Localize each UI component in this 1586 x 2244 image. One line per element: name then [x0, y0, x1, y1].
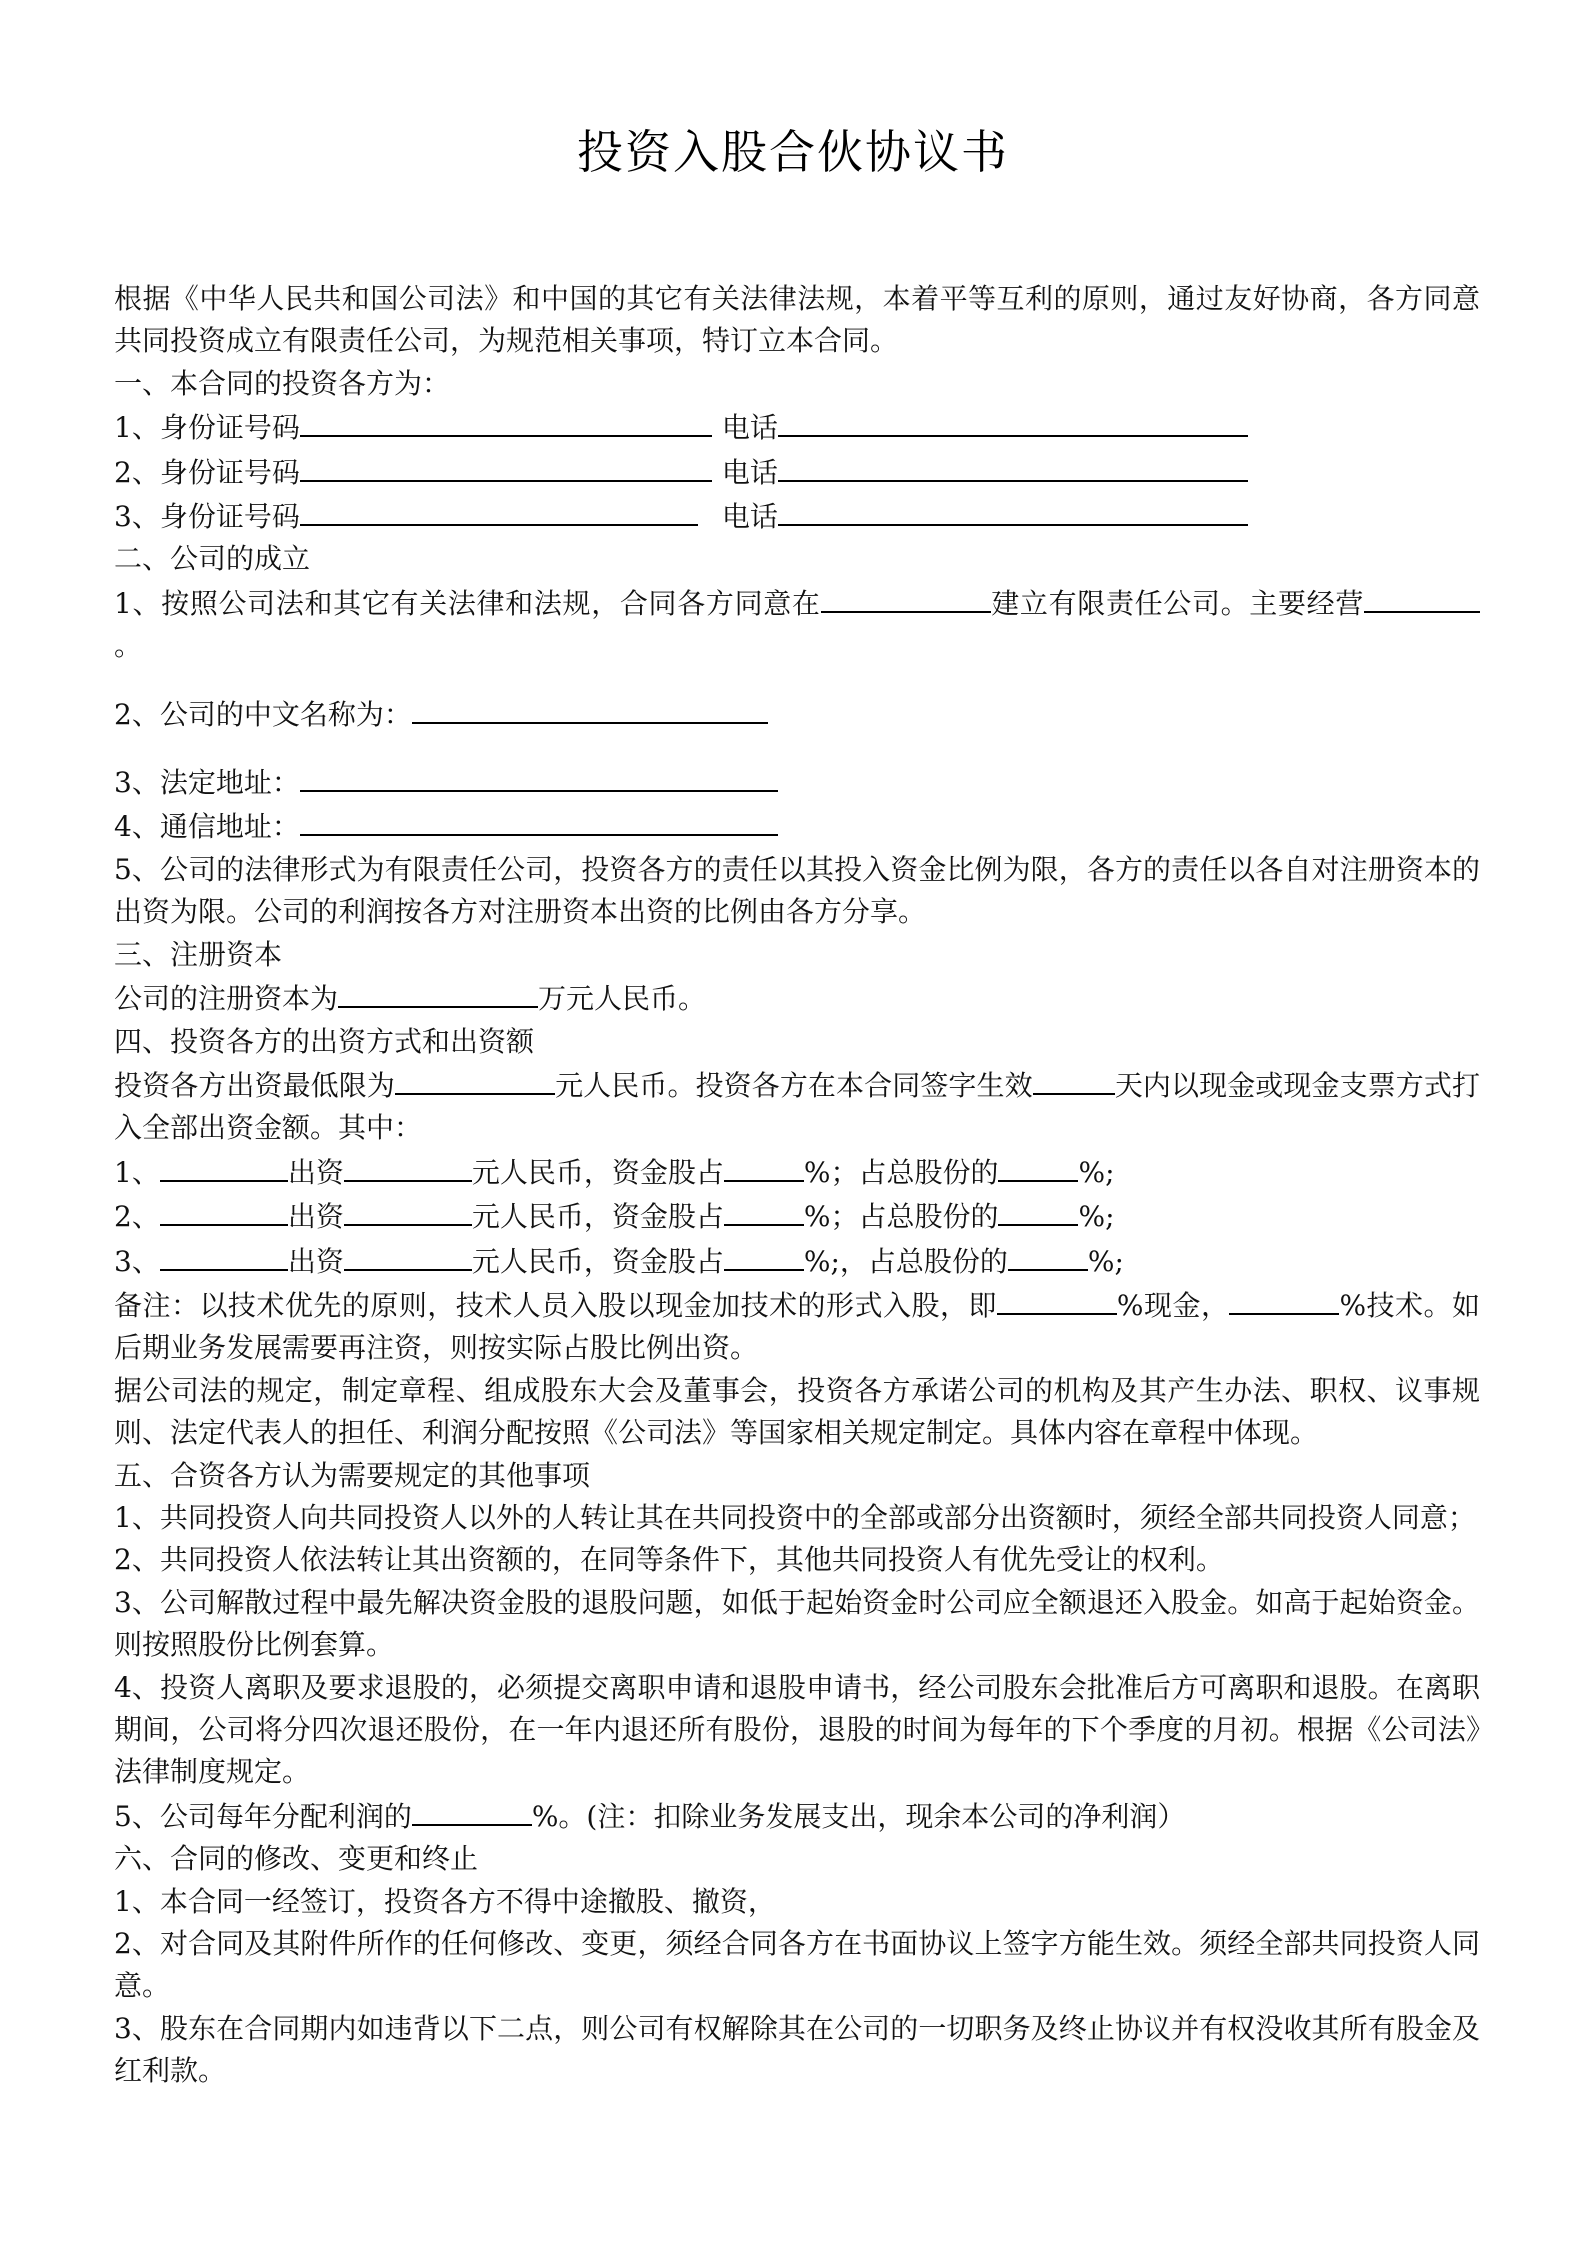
technology-note [114, 1283, 1480, 1370]
cash-percent-blank[interactable] [997, 1283, 1117, 1315]
row-number: 1、 [114, 1155, 160, 1189]
clause-text: 投资各方出资最低限为 [114, 1068, 395, 1102]
profit-percent-blank[interactable] [412, 1794, 532, 1826]
row-text: 出资 [287, 1200, 344, 1234]
section-3-clause-1 [114, 976, 1480, 1020]
party-row-1 [114, 405, 1480, 449]
id-number-label: 身份证号码 [159, 500, 300, 534]
contribution-row-1 [114, 1150, 1480, 1194]
id-number-blank[interactable] [300, 450, 712, 482]
section-5-clause-1: 1、共同投资人向共同投资人以外的人转让其在共同投资中的全部或部分出资额时，须经全部共同投资人同意； [114, 1500, 1476, 1534]
clause-text: 万元人民币。 [538, 982, 707, 1016]
clause-text: 天内以现金或现金支票方式打入全部出资金额。其中： [114, 1068, 1480, 1145]
clause-text: 2、公司的中文名称为： [114, 697, 412, 731]
row-text: 出资 [287, 1155, 344, 1189]
section-2-clause-1 [114, 581, 1480, 668]
party-row-3 [114, 494, 1480, 538]
investor-name-blank[interactable] [160, 1239, 288, 1271]
row-text: %；占总股份的 [803, 1155, 999, 1189]
clause-text: 公司的注册资本为 [114, 982, 339, 1016]
section-5-clause-5 [114, 1794, 1480, 1838]
party-number: 3、 [114, 500, 160, 534]
company-name-blank[interactable] [412, 692, 768, 724]
section-2-heading: 二、公司的成立 [114, 542, 311, 576]
total-share-blank[interactable] [1008, 1239, 1088, 1271]
document-title: 投资入股合伙协议书 [577, 125, 1009, 179]
row-text: %; [1087, 1244, 1124, 1278]
clause-text: 1、按照公司法和其它有关法律和法规，合同各方同意在 [114, 586, 821, 620]
business-scope-blank[interactable] [1364, 581, 1480, 613]
note-text: 备注：以技术优先的原则，技术人员入股以现金加技术的形式入股，即 [114, 1288, 997, 1322]
section-6-heading: 六、合同的修改、变更和终止 [114, 1842, 479, 1876]
section-5-clause-3: 3、公司解散过程中最先解决资金股的退股问题，如低于起始资金时公司应全额退还入股金。如高于起始资金。则按照股份比例套算。 [114, 1585, 1480, 1662]
minimum-investment-blank[interactable] [395, 1063, 555, 1095]
mailing-address-blank[interactable] [300, 804, 778, 836]
tech-percent-blank[interactable] [1229, 1283, 1339, 1315]
section-4-heading: 四、投资各方的出资方式和出资额 [114, 1024, 535, 1058]
preamble: 根据《中华人民共和国公司法》和中国的其它有关法律法规，本着平等互利的原则，通过友好协商，各方同意共同投资成立有限责任公司，为规范相关事项，特订立本合同。 [114, 282, 1480, 358]
section-5-heading: 五、合资各方认为需要规定的其他事项 [114, 1458, 591, 1492]
phone-blank[interactable] [778, 450, 1248, 482]
legal-address-blank[interactable] [300, 760, 778, 792]
row-text: %;，占总股份的 [803, 1244, 1008, 1278]
investor-name-blank[interactable] [160, 1194, 288, 1226]
contribution-amount-blank[interactable] [344, 1194, 472, 1226]
phone-label: 电话 [721, 500, 778, 534]
row-text: %; [1078, 1200, 1115, 1234]
section-6-clause-3: 3、股东在合同期内如违背以下二点，则公司有权解除其在公司的一切职务及终止协议并有权没收其所有股金及红利款。 [114, 2011, 1480, 2088]
days-blank[interactable] [1033, 1063, 1115, 1095]
section-2-clause-2 [114, 692, 1480, 736]
party-row-2 [114, 450, 1480, 494]
section-2-clause-5: 5、公司的法律形式为有限责任公司，投资各方的责任以其投入资金比例为限，各方的责任以各自对注册资本的出资为限。公司的利润按各方对注册资本出资的比例由各方分享。 [114, 852, 1480, 929]
section-2-clause-4 [114, 804, 1480, 848]
clause-text: %。(注：扣除业务发展支出，现余本公司的净利润） [531, 1799, 1186, 1833]
clause-text: 4、通信地址： [114, 810, 300, 844]
section-3-heading: 三、注册资本 [114, 937, 283, 971]
section-1-heading: 一、本合同的投资各方为： [114, 366, 451, 400]
party-number: 2、 [114, 455, 160, 489]
contribution-row-3 [114, 1239, 1480, 1283]
section-2-clause-3 [114, 760, 1480, 804]
contribution-amount-blank[interactable] [344, 1150, 472, 1182]
section-5-clause-2: 2、共同投资人依法转让其出资额的，在同等条件下，其他共同投资人有优先受让的权利。 [114, 1543, 1224, 1577]
section-4-clause-2: 据公司法的规定，制定章程、组成股东大会及董事会，投资各方承诺公司的机构及其产生办法、职权、议事规则、法定代表人的担任、利润分配按照《公司法》等国家相关规定制定。具体内容在章程中体现。 [114, 1373, 1480, 1450]
row-text: 元人民币，资金股占 [471, 1244, 724, 1278]
party-number: 1、 [114, 411, 160, 445]
contribution-row-2 [114, 1194, 1480, 1238]
row-text: %；占总股份的 [803, 1200, 999, 1234]
clause-text: 。 [114, 629, 143, 663]
phone-blank[interactable] [778, 405, 1248, 437]
total-share-blank[interactable] [998, 1150, 1078, 1182]
row-text: 元人民币，资金股占 [471, 1155, 724, 1189]
phone-label: 电话 [721, 411, 778, 445]
capital-share-blank[interactable] [724, 1194, 804, 1226]
document-body [114, 278, 1480, 2093]
clause-text: 3、法定地址： [114, 766, 300, 800]
registered-capital-blank[interactable] [338, 976, 538, 1008]
phone-blank[interactable] [778, 494, 1248, 526]
id-number-blank[interactable] [300, 405, 712, 437]
section-4-clause-1 [114, 1063, 1480, 1150]
capital-share-blank[interactable] [724, 1239, 804, 1271]
id-number-blank[interactable] [300, 494, 698, 526]
investor-name-blank[interactable] [160, 1150, 288, 1182]
section-6-clause-2: 2、对合同及其附件所作的任何修改、变更，须经合同各方在书面协议上签字方能生效。须经全部共同投资人同意。 [114, 1927, 1480, 2003]
id-number-label: 身份证号码 [159, 455, 300, 489]
clause-text: 元人民币。投资各方在本合同签字生效 [554, 1068, 1033, 1102]
note-text: %现金， [1116, 1288, 1230, 1322]
row-number: 3、 [114, 1244, 160, 1278]
section-6-clause-1: 1、本合同一经签订，投资各方不得中途撤股、撤资， [114, 1884, 776, 1918]
id-number-label: 身份证号码 [159, 411, 300, 445]
total-share-blank[interactable] [998, 1194, 1078, 1226]
clause-text: 5、公司每年分配利润的 [114, 1799, 412, 1833]
row-text: 出资 [287, 1244, 344, 1278]
row-text: %; [1078, 1155, 1115, 1189]
row-number: 2、 [114, 1200, 160, 1234]
contribution-amount-blank[interactable] [344, 1239, 472, 1271]
note-text: %技术。如后期业务发展需要再注资，则按实际占股比例出资。 [114, 1288, 1480, 1365]
phone-label: 电话 [721, 455, 778, 489]
capital-share-blank[interactable] [724, 1150, 804, 1182]
location-blank[interactable] [821, 581, 991, 613]
section-5-clause-4: 4、投资人离职及要求退股的，必须提交离职申请和退股申请书，经公司股东会批准后方可离职和退股。在离职期间，公司将分四次退还股份，在一年内退还所有股份，退股的时间为每年的下个季度的月初。根据《公司法》法律制度规定。 [114, 1670, 1480, 1789]
row-text: 元人民币，资金股占 [471, 1200, 724, 1234]
clause-text: 建立有限责任公司。主要经营 [990, 586, 1364, 620]
